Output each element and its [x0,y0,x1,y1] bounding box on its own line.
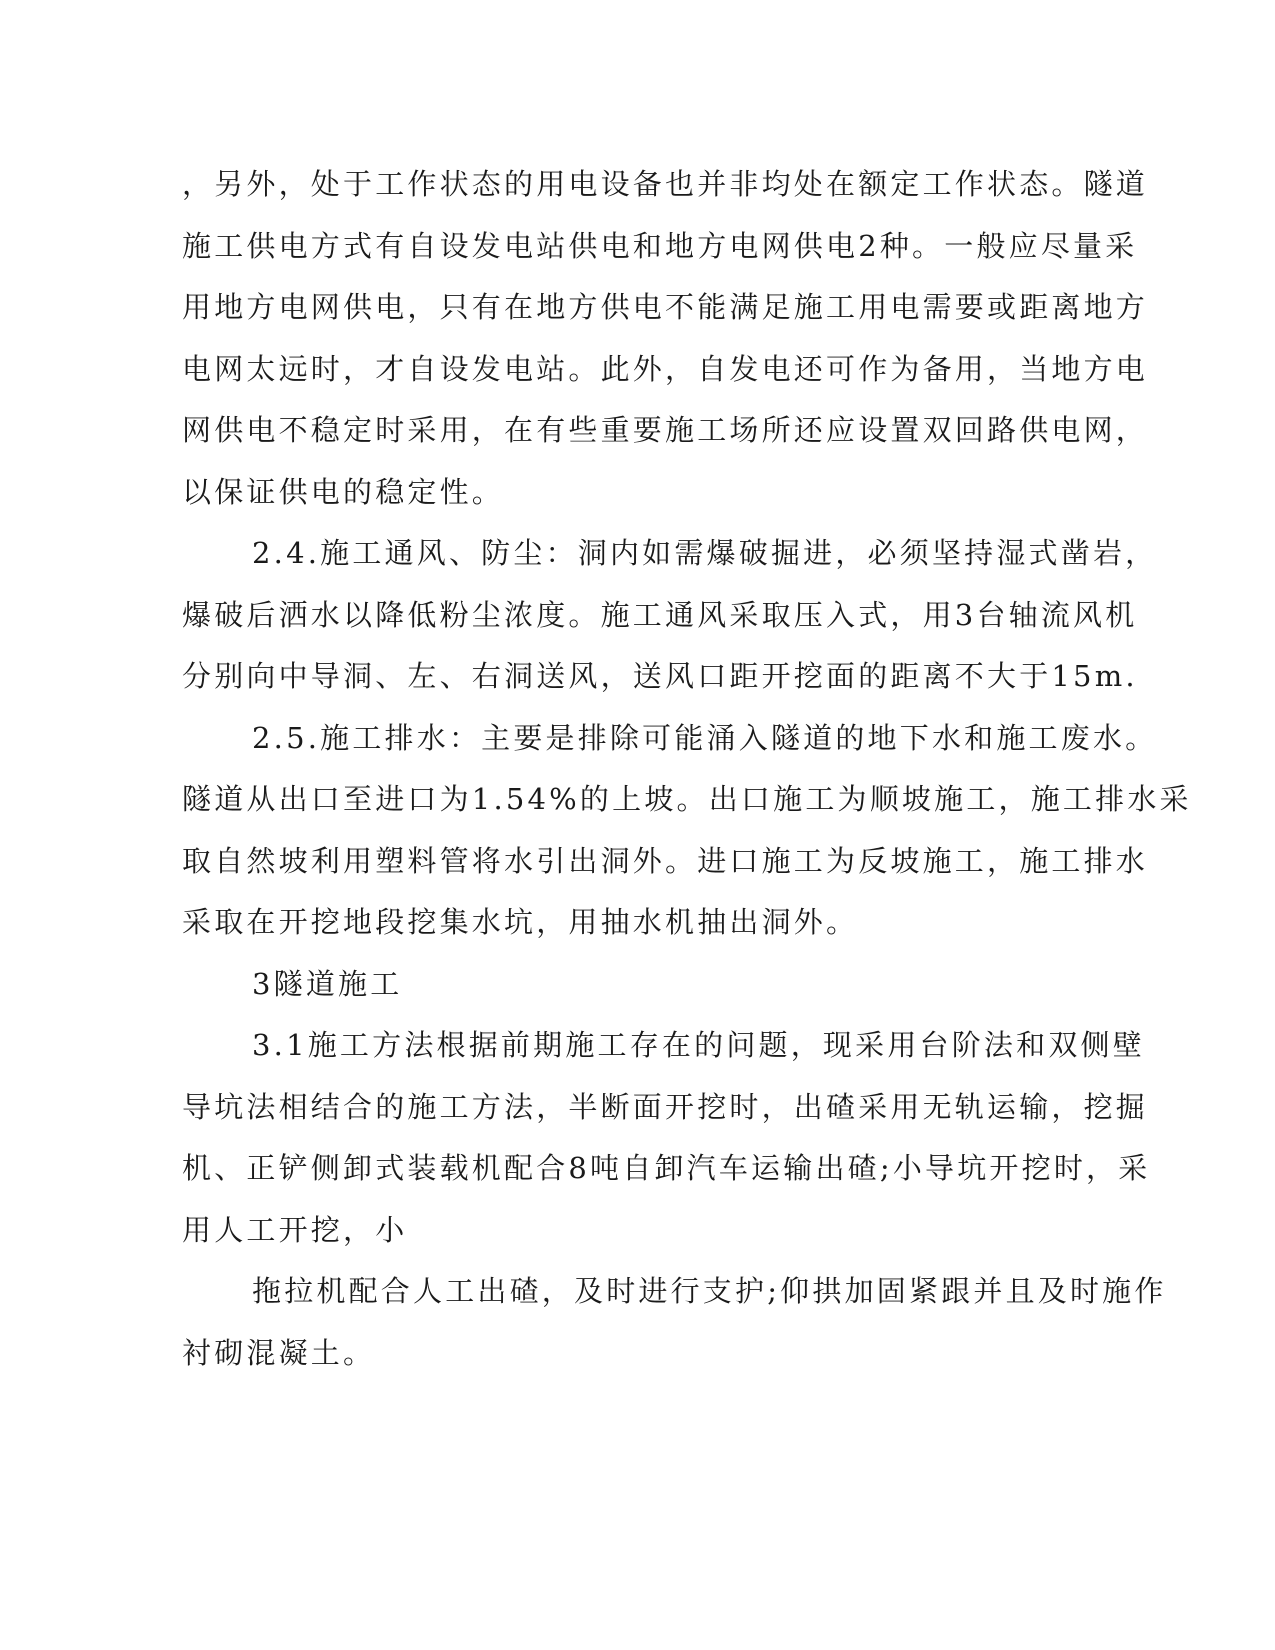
text-line: 2.4.施工通风、防尘：洞内如需爆破掘进，必须坚持湿式凿岩， [252,536,1158,570]
section-heading: 3隧道施工 [252,966,403,1001]
text-line: 电网太远时，才自设发电站。此外，自发电还可作为备用，当地方电 [182,351,1149,386]
text-line: 3.1施工方法根据前期施工存在的问题，现采用台阶法和双侧壁 [252,1028,1145,1062]
text-line: 用地方电网供电，只有在地方供电不能满足施工用电需要或距离地方 [182,290,1149,324]
text-line: 分别向中导洞、左、右洞送风，送风口距开挖面的距离不大于15m. [182,659,1138,693]
document-body [182,154,1192,1384]
text-line: 衬砌混凝土。 [182,1335,376,1370]
text-line: 取自然坡利用塑料管将水引出洞外。进口施工为反坡施工，施工排水 [182,843,1149,878]
text-line: 爆破后洒水以降低粉尘浓度。施工通风采取压入式，用3台轴流风机 [182,597,1138,632]
text-line: 网供电不稳定时采用，在有些重要施工场所还应设置双回路供电网， [182,413,1149,447]
text-line: 2.5.施工排水：主要是排除可能涌入隧道的地下水和施工废水。 [252,720,1158,755]
text-line: 拖拉机配合人工出碴，及时进行支护;仰拱加固紧跟并且及时施作 [252,1274,1167,1308]
text-line: ，另外，处于工作状态的用电设备也并非均处在额定工作状态。隧道 [182,167,1149,201]
text-line: 导坑法相结合的施工方法，半断面开挖时，出碴采用无轨运输，挖掘 [182,1089,1149,1124]
text-line: 机、正铲侧卸式装载机配合8吨自卸汽车运输出碴;小导坑开挖时，采 [182,1151,1151,1185]
text-line: 采取在开挖地段挖集水坑，用抽水机抽出洞外。 [182,905,859,939]
text-line: 隧道从出口至进口为1.54%的上坡。出口施工为顺坡施工，施工排水采 [182,782,1192,816]
text-line: 施工供电方式有自设发电站供电和地方电网供电2种。一般应尽量采 [182,228,1138,263]
text-line: 以保证供电的稳定性。 [182,474,505,509]
text-line: 用人工开挖，小 [182,1212,408,1247]
